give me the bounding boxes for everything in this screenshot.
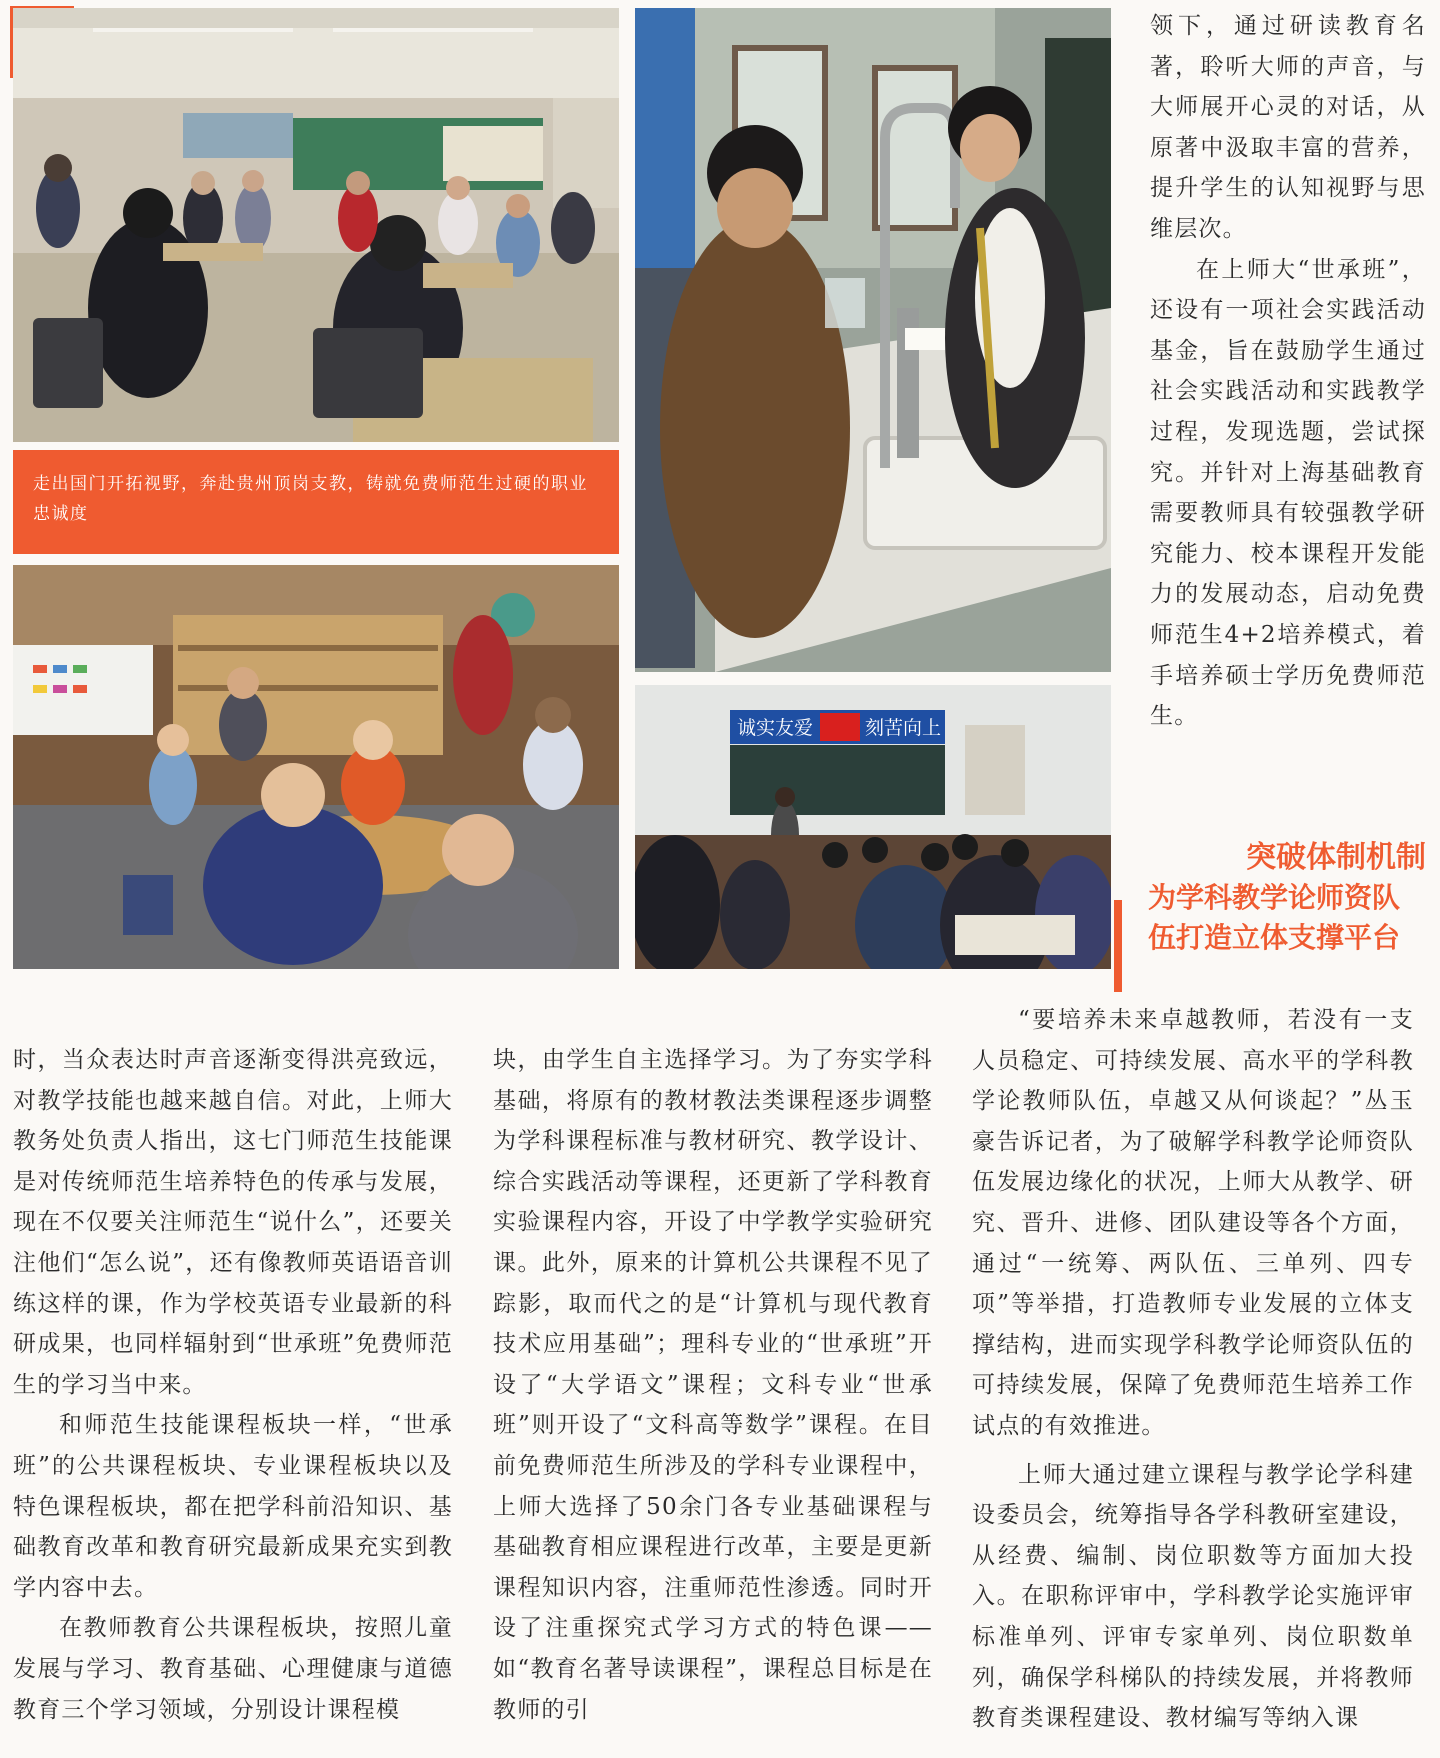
paragraph: 在上师大“世承班”，还设有一项社会实践活动基金，旨在鼓励学生通过社会实践活动和实践教学过程，发现选题，尝试探究。并针对上海基础教育需要教师具有较强教学研究能力、校本课程开发能力的发展动态，启动免费师范生4+2培养模式，着手培养硕士学历免费师范生。 (1150, 256, 1426, 730)
text-column-right-top (1150, 6, 1426, 737)
heading-title: 突破体制机制 (1246, 840, 1426, 875)
heading-subtitle: 为学科教学论师资队伍打造立体支撑平台 (1148, 881, 1401, 954)
banner-left-text: 诚实友爱 (736, 717, 814, 739)
heading-accent-bar (1114, 900, 1122, 992)
photo-us-classroom (13, 8, 619, 442)
photo-china-classroom (635, 685, 1111, 969)
paragraph: 时，当众表达时声音逐渐变得洪亮致远，对教学技能也越来越自信。对此，上师大教务处负责人指出，这七门师范生技能课是对传统师范生培养特色的传承与发展，现在不仅要关注师范生“说什么”，还要关注他们“怎么说”，还有像教师英语语音训练这样的课，作为学校英语专业最新的科研成果，也同样辐射到“世承班”免费师范生的学习当中来。 (13, 1047, 453, 1398)
paragraph: 领下，通过研读教育名著，聆听大师的声音，与大师展开心灵的对话，从原著中汲取丰富的营养，提升学生的认知视野与思维层次。 (1150, 13, 1426, 242)
banner-right-text: 刻苦向上 (864, 717, 942, 739)
section-heading (1130, 838, 1426, 958)
paragraph: “要培养未来卓越教师，若没有一支人员稳定、可持续发展、高水平的学科教学论教师队伍，卓越又从何谈起？”丛玉豪告诉记者，为了破解学科教学论师资队伍发展边缘化的状况，上师大从教学、研究、晋升、进修、团队建设等各个方面，通过“一统筹、两队伍、三单列、四专项”等举措，打造教师专业发展的立体支撑结构，进而实现学科教学论师资队伍的可持续发展，保障了免费师范生培养工作试点的有效推进。 (972, 1007, 1414, 1439)
paragraph: 块，由学生自主选择学习。为了夯实学科基础，将原有的教材教法类课程逐步调整为学科课程标准与教材研究、教学设计、综合实践活动等课程，还更新了学科教育实验课程内容，开设了中学教学实验研究课。此外，原来的计算机公共课程不见了踪影，取而代之的是“计算机与现代教育技术应用基础”；理科专业的“世承班”开设了“大学语文”课程；文科专业“世承班”则开设了“文科高等数学”课程。在目前免费师范生所涉及的学科专业课程中，上师大选择了50余门各专业基础课程与基础教育相应课程进行改革，主要是更新课程知识内容，注重师范性渗透。同时开设了注重探究式学习方式的特色课——如“教育名著导读课程”，课程总目标是在教师的引 (493, 1047, 933, 1723)
paragraph: 和师范生技能课程板块一样，“世承班”的公共课程板块、专业课程板块以及特色课程板块，都在把学科前沿知识、基础教育改革和教育研究最新成果充实到教学内容中去。 (13, 1412, 453, 1601)
photo-caption: 走出国门开拓视野，奔赴贵州顶岗支教，铸就免费师范生过硬的职业忠诚度 (13, 450, 619, 554)
text-column-3 (972, 1000, 1414, 1739)
photo-science-lab (635, 8, 1111, 672)
text-column-2 (493, 1040, 933, 1730)
paragraph: 在教师教育公共课程板块，按照儿童发展与学习、教育基础、心理健康与道德教育三个学习领域，分别设计课程模 (13, 1615, 453, 1723)
text-column-1 (13, 1040, 453, 1730)
photo-us-kids-classroom (13, 565, 619, 969)
paragraph: 上师大通过建立课程与教学论学科建设委员会，统筹指导各学科教研室建设，从经费、编制、岗位职数等方面加大投入。在职称评审中，学科教学论实施评审标准单列、评审专家单列、岗位职数单列，确保学科梯队的持续发展，并将教师教育类课程建设、教材编写等纳入课 (972, 1461, 1414, 1732)
